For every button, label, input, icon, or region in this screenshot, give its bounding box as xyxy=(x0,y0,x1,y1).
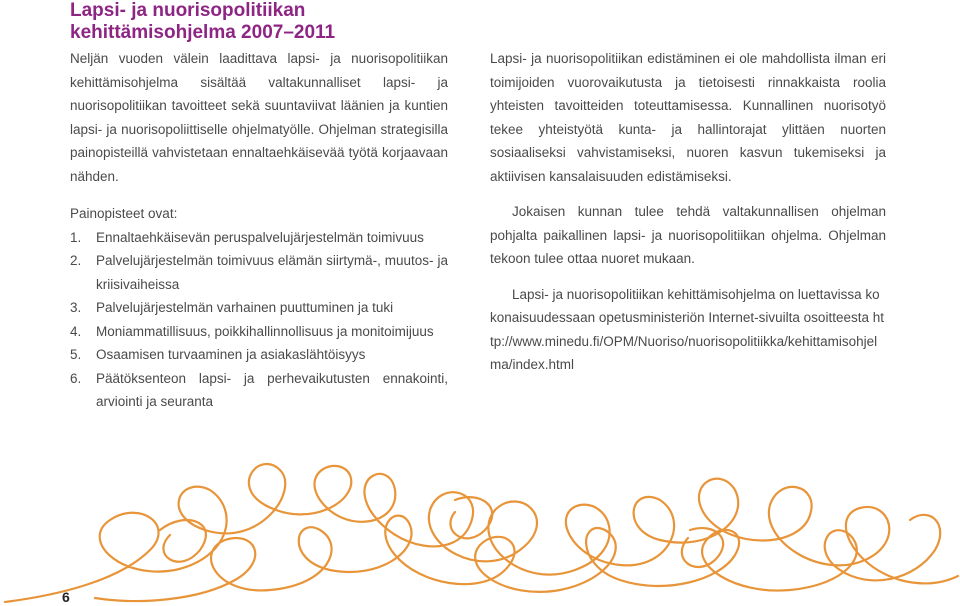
list-item xyxy=(70,296,448,320)
list-item-number: 5. xyxy=(70,347,82,362)
paragraph-reference-link: Lapsi- ja nuorisopolitiikan kehittämisohjelma on luettavissa kokonaisuudessaan opetusministeriön Internet-sivuilta osoitteesta http://www.minedu.fi/OPM/Nuoriso/nuorisopolitiikka/kehittamisohjelma/index.html xyxy=(490,286,884,372)
priorities-list xyxy=(70,226,448,414)
list-item xyxy=(70,320,448,344)
list-item-number: 6. xyxy=(70,370,82,386)
left-column xyxy=(70,47,448,414)
page-number: 6 xyxy=(62,589,70,605)
list-item-text: Päätöksenteon lapsi- ja perhevaikutusten ennakointi, arviointi ja seuranta xyxy=(96,370,448,409)
list-item-text: Palvelujärjestelmän toimivuus elämän siirtymä-, muutos- ja kriisivaiheissa xyxy=(96,253,448,292)
paragraph-local-program: Jokaisen kunnan tulee tehdä valtakunnallisen ohjelman pohjalta paikallinen lapsi- ja nuorisopolitiikan ohjelma. Ohjelman tekoon tulee ottaa nuoret mukaan. xyxy=(490,204,886,266)
title-text: Lapsi- ja nuorisopolitiikan kehittämisohjelma 2007–2011 xyxy=(70,0,336,43)
list-item xyxy=(70,249,448,296)
page-title xyxy=(70,0,490,44)
list-item-number: 3. xyxy=(70,300,82,315)
intro-paragraph: Neljän vuoden välein laadittava lapsi- ja nuorisopolitiikan kehittämisohjelma sisältää valtakunnalliset lapsi- ja nuorisopolitiikan tavoitteet sekä suuntaviivat läänien ja kuntien lapsi- ja nuorisopoliittiselle ohjelmatyölle. Ohjelman strategisilla painopisteillä vahvistetaan ennaltaehkäisevää työtä korjaavaan nähden. xyxy=(70,51,448,184)
list-item xyxy=(70,226,448,250)
list-item-number: 2. xyxy=(70,253,82,268)
paragraph-cooperation: Lapsi- ja nuorisopolitiikan edistäminen ei ole mahdollista ilman eri toimijoiden vuorovaikutusta ja tietoisesti rinnakkaista roolia yhteisten tavoitteiden toteuttamisessa. Kunnallinen nuorisotyö tekee yhteistyötä kunta- ja hallintorajat ylittäen nuorten sosiaaliseksi vahvistamiseksi, nuoren kasvun tukemiseksi ja aktiivisen kansalaisuuden edistämiseksi. xyxy=(490,51,886,184)
list-item-text: Palvelujärjestelmän varhainen puuttuminen ja tuki xyxy=(96,300,394,315)
list-item-text: Osaamisen turvaaminen ja asiakaslähtöisyys xyxy=(96,347,366,362)
right-column xyxy=(490,47,886,377)
list-item xyxy=(70,367,448,414)
priorities-heading: Painopisteet ovat: xyxy=(70,206,178,221)
decorative-scribble xyxy=(0,430,960,606)
list-item xyxy=(70,343,448,367)
list-item-number: 4. xyxy=(70,323,82,339)
list-item-number: 1. xyxy=(70,229,82,245)
list-item-text: Moniammatillisuus, poikkihallinnollisuus ja monitoimijuus xyxy=(96,323,434,339)
list-item-text: Ennaltaehkäisevän peruspalvelujärjestelmän toimivuus xyxy=(96,229,424,245)
